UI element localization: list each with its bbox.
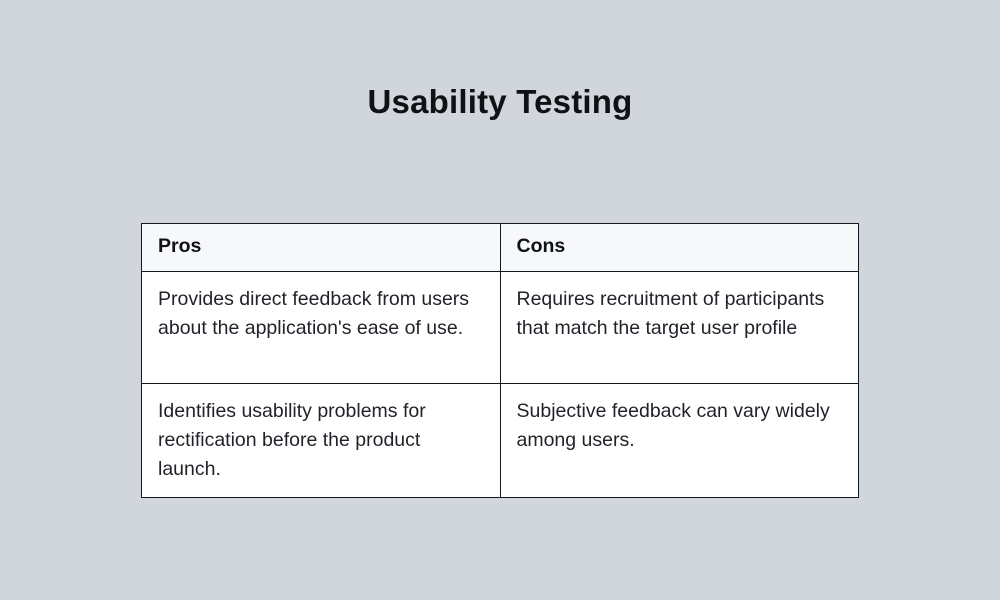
table-header-row	[142, 224, 859, 272]
pros-cell: Provides direct feedback from users about the application's ease of use.	[142, 272, 501, 384]
table-row	[142, 272, 859, 384]
pros-cons-table	[141, 223, 859, 498]
page-title: Usability Testing	[367, 83, 633, 120]
column-header-cons: Cons	[500, 224, 859, 272]
table-row	[142, 384, 859, 498]
cons-cell: Requires recruitment of participants that match the target user profile	[500, 272, 859, 384]
column-header-pros: Pros	[142, 224, 501, 272]
cons-cell: Subjective feedback can vary widely among users.	[500, 384, 859, 498]
pros-cell: Identifies usability problems for rectification before the product launch.	[142, 384, 501, 498]
